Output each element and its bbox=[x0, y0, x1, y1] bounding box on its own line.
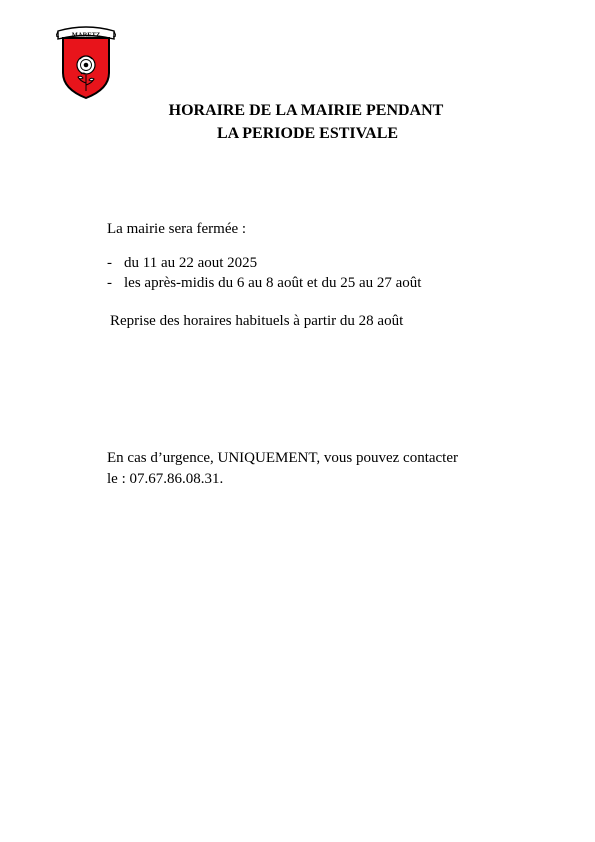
closure-label: La mairie sera fermée : bbox=[107, 221, 247, 237]
crest-banner-text: MARETZ bbox=[71, 31, 101, 39]
list-item bbox=[107, 273, 421, 293]
page-title bbox=[0, 99, 595, 145]
list-bullet: - bbox=[107, 275, 112, 291]
closure-dates-list bbox=[107, 253, 421, 293]
list-item-text: les après-midis du 6 au 8 août et du 25 au 27 août bbox=[124, 275, 422, 291]
list-item bbox=[107, 253, 421, 273]
emergency-contact bbox=[107, 448, 458, 490]
title-line-2: LA PERIODE ESTIVALE bbox=[216, 125, 399, 142]
town-crest-logo bbox=[56, 23, 116, 99]
emergency-phone-line: le : 07.67.86.08.31. bbox=[107, 471, 224, 487]
emergency-line-1: En cas d’urgence, UNIQUEMENT, vous pouvez contacter bbox=[107, 450, 458, 466]
reprise-notice: Reprise des horaires habituels à partir du 28 août bbox=[110, 313, 404, 329]
title-line-1: HORAIRE DE LA MAIRIE PENDANT bbox=[168, 102, 444, 119]
list-item-text: du 11 au 22 aout 2025 bbox=[124, 255, 258, 271]
list-bullet: - bbox=[107, 255, 112, 271]
crest-icon bbox=[56, 23, 116, 99]
